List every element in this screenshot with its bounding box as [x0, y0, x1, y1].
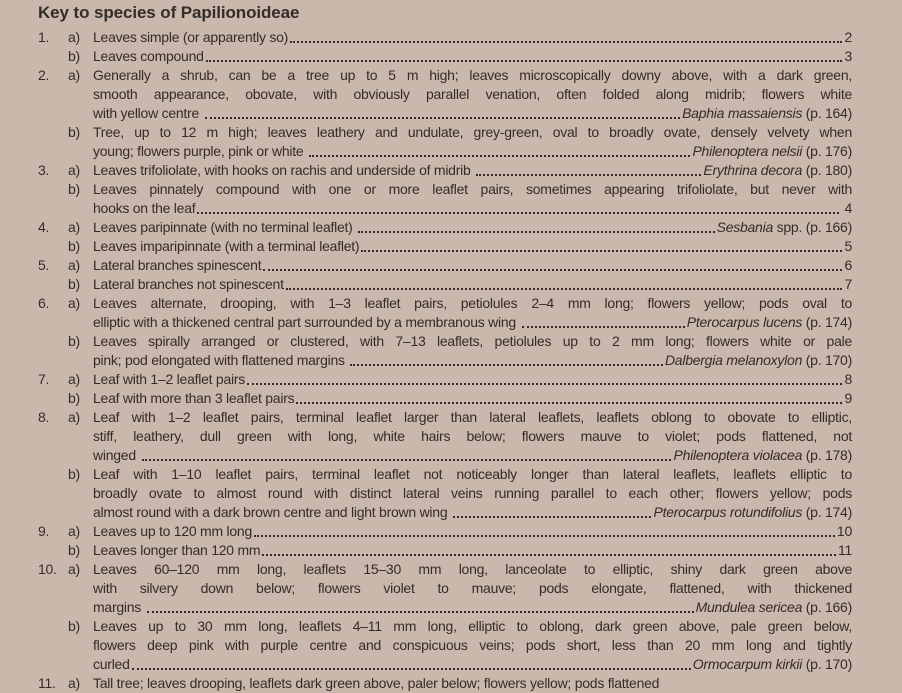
entry-text: Leaves alternate, drooping, with 1–3 leaflet pairs, petiolules 2–4 mm long; flowers yellow; pods oval to: [93, 295, 852, 311]
entry-last-line: [93, 598, 852, 617]
key-entry: [38, 674, 852, 693]
entry-reference: [837, 522, 852, 541]
entry-last-line: [93, 47, 852, 66]
entry-text: Leaves longer than 120 mm: [93, 542, 261, 558]
entry-last-line: [93, 541, 852, 560]
leader-dots: [262, 554, 836, 556]
entry-last-line: [93, 446, 852, 465]
entry-text: flowers deep pink with purple centre and conspicuous veins; pods short, less than 20 mm long and tightly: [93, 637, 852, 653]
entry-reference: [844, 370, 852, 389]
entry-text: Leaves paripinnate (with no terminal leaflet): [93, 219, 357, 235]
entry-content: [93, 370, 852, 389]
entry-reference: [844, 389, 852, 408]
couplet-letter: b): [68, 333, 80, 349]
entry-text: Leaves imparipinnate (with a terminal leaflet): [93, 238, 360, 254]
leader-dots: [142, 459, 672, 461]
entry-text: smooth appearance, obovate, with obviously parallel venation, often folded along midrib; flowers white: [93, 86, 852, 102]
couplet-letter: b): [68, 48, 80, 64]
entry-last-line: [93, 313, 852, 332]
entry-last-line: [93, 370, 852, 389]
page-reference: spp. (p. 166): [773, 219, 852, 235]
page-reference: (p. 180): [802, 162, 852, 178]
entry-reference: [653, 503, 852, 522]
page-reference: (p. 174): [802, 504, 852, 520]
couplet-number: 1.: [38, 29, 50, 45]
entry-reference: [844, 275, 852, 294]
couplet-letter: a): [68, 371, 80, 387]
entry-reference: [844, 28, 852, 47]
leader-dots: [296, 402, 842, 404]
couplet-number: 2.: [38, 67, 50, 83]
page-reference: 7: [844, 276, 852, 292]
page-title: Key to species of Papilionoideae: [38, 3, 300, 22]
species-name: Philenoptera nelsii: [692, 143, 803, 159]
entry-reference: [687, 313, 852, 332]
page-reference: (p. 178): [802, 447, 852, 463]
couplet-number: 4.: [38, 219, 50, 235]
entry-content: [93, 617, 852, 674]
entry-text: Leaves simple (or apparently so): [93, 29, 289, 45]
key-entry: [38, 617, 852, 674]
species-name: Sesbania: [716, 219, 773, 235]
page-reference: 6: [844, 257, 852, 273]
key-entry: [38, 66, 852, 123]
key-entry: [38, 275, 852, 294]
entry-last-line: [93, 199, 852, 218]
entry-text: Tall tree; leaves drooping, leaflets dark green above, paler below; flowers yellow; pods flattened: [93, 675, 660, 691]
entry-text: Leaves up to 30 mm long, leaflets 4–11 mm long, elliptic to oblong, dark green above, pale green below,: [93, 618, 852, 634]
leader-dots: [358, 231, 714, 233]
page-reference: 8: [844, 371, 852, 387]
entry-content: [93, 66, 852, 123]
species-name: Pterocarpus rotundifolius: [653, 504, 803, 520]
entry-text: Leaf with more than 3 leaflet pairs: [93, 390, 295, 406]
leader-dots: [132, 668, 691, 670]
key-entries: [38, 28, 852, 693]
couplet-letter: b): [68, 466, 80, 482]
entry-content: [93, 256, 852, 275]
couplet-letter: a): [68, 295, 80, 311]
couplet-number: 7.: [38, 371, 50, 387]
entry-content: [93, 332, 852, 370]
couplet-number: 5.: [38, 257, 50, 273]
entry-content: [93, 560, 852, 617]
entry-text: Leaves trifoliolate, with hooks on rachis and underside of midrib: [93, 162, 475, 178]
species-name: Philenoptera violacea: [673, 447, 803, 463]
entry-content: [93, 47, 852, 66]
entry-content: [93, 161, 852, 180]
entry-content: [93, 218, 852, 237]
entry-text: Lateral branches not spinescent: [93, 276, 284, 292]
page-reference: 2: [844, 29, 852, 45]
couplet-letter: a): [68, 561, 80, 577]
key-entry: [38, 541, 852, 560]
page-reference: (p. 176): [802, 143, 852, 159]
species-name: Pterocarpus lucens: [686, 314, 803, 330]
entry-last-line: [93, 104, 852, 123]
page-reference: 5: [844, 238, 852, 254]
key-entry: [38, 408, 852, 465]
key-entry: [38, 389, 852, 408]
entry-content: [93, 674, 852, 693]
couplet-number: 3.: [38, 162, 50, 178]
couplet-number: 10.: [38, 561, 57, 577]
entry-content: [93, 408, 852, 465]
leader-dots: [361, 250, 842, 252]
key-entry: [38, 522, 852, 541]
couplet-letter: b): [68, 124, 80, 140]
couplet-letter: b): [68, 618, 80, 634]
key-entry: [38, 465, 852, 522]
entry-last-line: [93, 522, 852, 541]
entry-text: with silvery down below; flowers violet to mauve; pods elongate, flattened, with thickened: [93, 580, 852, 596]
entry-reference: [696, 598, 852, 617]
couplet-number: 11.: [38, 675, 56, 691]
page-reference: (p. 174): [802, 314, 852, 330]
couplet-number: 8.: [38, 409, 50, 425]
entry-content: [93, 28, 852, 47]
species-name: Mundulea sericea: [695, 599, 803, 615]
couplet-number: 6.: [38, 295, 50, 311]
entry-last-line: [93, 218, 852, 237]
entry-text: Lateral branches spinescent: [93, 257, 262, 273]
key-entry: [38, 123, 852, 161]
entry-text: Leaves pinnately compound with one or more leaflet pairs, sometimes appearing trifoliolate, but never with: [93, 181, 852, 197]
entry-content: [93, 180, 852, 218]
leader-dots: [290, 41, 842, 43]
entry-text: young; flowers purple, pink or white: [93, 143, 308, 159]
leader-dots: [205, 117, 680, 119]
entry-content: [93, 123, 852, 161]
entry-reference: [844, 256, 852, 275]
key-entry: [38, 256, 852, 275]
leader-dots: [309, 155, 690, 157]
entry-text: Leaf with 1–2 leaflet pairs, terminal leaflet larger than lateral leaflets, leaflets oblong to obovate to elliptic,: [93, 409, 852, 425]
species-name: Baphia massaiensis: [682, 105, 803, 121]
key-entry: [38, 332, 852, 370]
entry-reference: [682, 104, 852, 123]
entry-last-line: [93, 674, 852, 693]
page-reference: 11: [837, 542, 852, 558]
leader-dots: [263, 269, 842, 271]
entry-content: [93, 465, 852, 522]
entry-reference: [693, 655, 852, 674]
entry-content: [93, 294, 852, 332]
entry-text: almost round with a dark brown centre and light brown wing: [93, 504, 451, 520]
leader-dots: [247, 383, 842, 385]
page-reference: 9: [844, 390, 852, 406]
couplet-letter: b): [68, 238, 80, 254]
entry-last-line: [93, 161, 852, 180]
entry-reference: [844, 47, 852, 66]
page-reference: (p. 166): [802, 599, 852, 615]
entry-text: stiff, leathery, dull green with long, white hairs below; flowers mauve to violet; pods flattened, not: [93, 428, 852, 444]
page-reference: (p. 170): [802, 656, 852, 672]
entry-text: Leaf with 1–10 leaflet pairs, terminal leaflet not noticeably longer than lateral leaflets, leaflets elliptic to: [93, 466, 852, 482]
entry-last-line: [93, 389, 852, 408]
key-entry: [38, 237, 852, 256]
key-entry: [38, 28, 852, 47]
page-reference: 10: [836, 523, 852, 539]
leader-dots: [522, 326, 685, 328]
entry-text: Leaves compound: [93, 48, 204, 64]
entry-reference: [665, 351, 852, 370]
species-name: Ormocarpum kirkii: [692, 656, 803, 672]
couplet-letter: a): [68, 219, 80, 235]
entry-text: Leaves 60–120 mm long, leaflets 15–30 mm long, lanceolate to elliptic, shiny dark green above: [93, 561, 852, 577]
leader-dots: [286, 288, 843, 290]
entry-last-line: [93, 142, 852, 161]
entry-reference: [692, 142, 852, 161]
entry-text: Leaves up to 120 mm long: [93, 523, 252, 539]
entry-last-line: [93, 28, 852, 47]
key-entry: [38, 161, 852, 180]
entry-text: curled: [93, 656, 130, 672]
entry-text: Generally a shrub, can be a tree up to 5 m high; leaves microscopically downy above, with a dark green,: [93, 67, 852, 83]
entry-last-line: [93, 256, 852, 275]
key-entry: [38, 47, 852, 66]
couplet-letter: b): [68, 390, 80, 406]
leader-dots: [350, 364, 663, 366]
couplet-letter: a): [68, 29, 80, 45]
couplet-letter: a): [68, 162, 80, 178]
entry-reference: [844, 237, 852, 256]
key-entry: [38, 560, 852, 617]
entry-last-line: [93, 655, 852, 674]
couplet-letter: b): [68, 181, 80, 197]
entry-text: broadly ovate to almost round with distinct lateral veins running parallel to each other; flowers yellow; pods: [93, 485, 852, 501]
key-entry: [38, 180, 852, 218]
entry-reference: [841, 199, 852, 218]
couplet-letter: a): [68, 523, 80, 539]
entry-last-line: [93, 237, 852, 256]
couplet-letter: a): [68, 257, 80, 273]
entry-content: [93, 541, 852, 560]
couplet-letter: a): [68, 409, 80, 425]
species-name: Erythrina decora: [703, 162, 803, 178]
entry-text: with yellow centre: [93, 105, 203, 121]
couplet-letter: a): [68, 67, 80, 83]
entry-text: hooks on the leaf: [93, 200, 196, 216]
entry-content: [93, 389, 852, 408]
couplet-letter: a): [68, 675, 80, 691]
entry-reference: [717, 218, 852, 237]
leader-dots: [147, 611, 694, 613]
couplet-letter: b): [68, 276, 80, 292]
entry-text: elliptic with a thickened central part surrounded by a membranous wing: [93, 314, 520, 330]
entry-text: Leaves spirally arranged or clustered, with 7–13 leaflets, petiolules up to 2 mm long; flowers white or pale: [93, 333, 852, 349]
couplet-number: 9.: [38, 523, 50, 539]
entry-content: [93, 522, 852, 541]
entry-reference: [703, 161, 852, 180]
entry-content: [93, 237, 852, 256]
page-reference: 3: [844, 48, 852, 64]
entry-last-line: [93, 503, 852, 522]
entry-reference: [838, 541, 852, 560]
key-entry: [38, 294, 852, 332]
couplet-letter: b): [68, 542, 80, 558]
key-entry: [38, 218, 852, 237]
leader-dots: [254, 535, 835, 537]
page-reference: (p. 170): [802, 352, 852, 368]
leader-dots: [206, 60, 843, 62]
entry-reference: [673, 446, 852, 465]
page-reference: 4: [840, 200, 852, 216]
leader-dots: [476, 174, 701, 176]
entry-text: Leaf with 1–2 leaflet pairs: [93, 371, 246, 387]
leader-dots: [453, 516, 651, 518]
entry-last-line: [93, 351, 852, 370]
entry-text: Tree, up to 12 m high; leaves leathery and undulate, grey-green, oval to broadly ovate, densely velvety when: [93, 124, 852, 140]
entry-text: winged: [93, 447, 140, 463]
entry-text: margins: [93, 599, 145, 615]
entry-text: pink; pod elongated with flattened margins: [93, 352, 349, 368]
species-name: Dalbergia melanoxylon: [664, 352, 803, 368]
key-entry: [38, 370, 852, 389]
entry-last-line: [93, 275, 852, 294]
leader-dots: [197, 212, 838, 214]
entry-content: [93, 275, 852, 294]
page-reference: (p. 164): [802, 105, 852, 121]
